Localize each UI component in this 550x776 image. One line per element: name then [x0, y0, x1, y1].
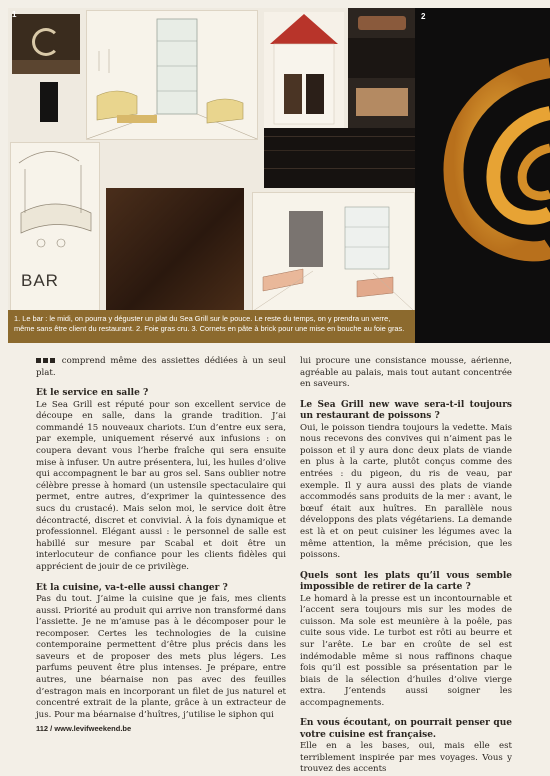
answer-french-cuisine: Elle en a les bases, oui, mais elle est terriblement inspirée par mes voyages. Vous y trouvez des accents	[300, 741, 512, 775]
answer-service: Le Sea Grill est réputé pour son excellent service de découpe en salle, dans la grande tradition. J’ai commandé 15 nouveaux chariots. L’un d’entre eux sera, par exemple, uniquement réservé aux infusions : on coupera devant vous l’herbe fraîche qui sera ensuite mise à infuser. Un autre présentera, lui, les huiles d’olive qui accompagnent le bar au gros sel. Sans oublier notre célèbre presse à homard (un ustensile spectaculaire qui permet, entre autres, d’exprimer la quintessence des sucs du crustacé). Mais selon moi, le service doit être décontracté, discret et convivial. À la fois dynamique et professionnel. Elégant aussi : le personnel de salle est habillé sur mesure par Scabal et doit être un interlocuteur de confiance pour les clients fidèles qui apprécient de jouir de ce privilège.	[36, 399, 286, 572]
image-band	[8, 8, 550, 343]
bar-label: BAR	[21, 271, 59, 290]
mood-board-image	[8, 8, 415, 310]
figure-number-2: 2	[421, 12, 426, 21]
bullet-square-icon	[43, 358, 48, 363]
question-signature-dishes: Quels sont les plats qu’il vous semble impossible de retirer de la carte ?	[300, 570, 512, 593]
restaurant-sketch	[252, 192, 415, 310]
question-service: Et le service en salle ?	[36, 388, 149, 399]
article-column-right	[300, 356, 512, 776]
material-column	[348, 8, 415, 128]
question-french-cuisine: En vous écoutant, on pourrait penser que votre cuisine est française.	[300, 718, 512, 740]
dark-material-swatch	[40, 82, 58, 122]
answer-fish-restaurant: Oui, le poisson tiendra toujours la vedette. Mais nous recevons des convives qui n’aiment pas le poisson et il y aura donc deux plats de viande en plus à la carte, plutôt conçus comme des entrées : du pigeon, du ris de veau, par exemple. Il y aura aussi des plats de viande accommodés sans produits de la mer : avant, le bœuf était aux huîtres. En parallèle nous développons des plats végétariens. La demande est là et on peut cuisiner les légumes avec la même attention, la même précision, que les poissons.	[300, 422, 512, 561]
logo-swatch	[12, 14, 80, 74]
wood-panel-swatch	[264, 128, 415, 188]
bullet-square-icon	[50, 358, 55, 363]
intro-line: comprend même des assiettes dédiées à un seul plat.	[36, 356, 286, 378]
bullet-square-icon	[36, 358, 41, 363]
figure-number-1: 1	[12, 10, 17, 19]
photo-caption: 1. Le bar : le midi, on pourra y déguster un plat du Sea Grill sur le pouce. Le reste du temps, on y prendra un verre, même sans être client du restaurant. 2. Foie gras cru. 3. Cornets en pâte à brick pour une mise en bouche au foie gras.	[8, 310, 415, 343]
bar-wood-sample	[106, 188, 244, 310]
answer-cuisine-continued: lui procure une consistance mousse, aérienne, agréable au palais, mais tout autant concentrée en saveurs.	[300, 356, 512, 390]
foie-gras-photo	[415, 8, 550, 343]
lounge-sketch	[86, 10, 258, 140]
question-cuisine: Et la cuisine, va-t-elle aussi changer ?	[36, 582, 228, 593]
answer-signature-dishes: Le homard à la presse est un incontournable et l’accent sera toujours mis sur les modes de cuisson. Ma sole est meunière à la poêle, pas cuite sous vide. Le turbot est rôti au beurre et sur l’arête. Le bar en croûte de sel est indémodable même si nous raffinons chaque fois qu’il est possible sa présentation par le biais de la sélection d’huiles d’olive vierge extra. J’entends aussi soigner les accompagnements.	[300, 593, 512, 708]
house-shape-swatch	[264, 12, 344, 128]
article-column-left	[36, 356, 286, 721]
page-footer: 112 / www.levifweekend.be	[36, 724, 132, 733]
answer-cuisine: Pas du tout. J’aime la cuisine que je fais, mes clients aussi. Priorité au produit qui arrive non transformé dans l’assiette. Je ne m’amuse pas à le décomposer pour le recomposer. Certes les technologies de la cuisine contemporaine permettent d’être plus précis dans les saveurs et de proposer des mets plus légers. Les parfums peuvent être plus intenses. Je prépare, entre autres, une béarnaise non pas avec des feuilles d’estragon mais en incorporant un filet de jus naturel et concentré extrait de la plante, grâce à un extracteur de jus. Pour ma béarnaise d’huîtres, j’utilise le siphon qui	[36, 593, 286, 720]
question-fish-restaurant: Le Sea Grill new wave sera-t-il toujours un restaurant de poissons ?	[300, 399, 512, 422]
bar-sketch	[10, 142, 100, 310]
